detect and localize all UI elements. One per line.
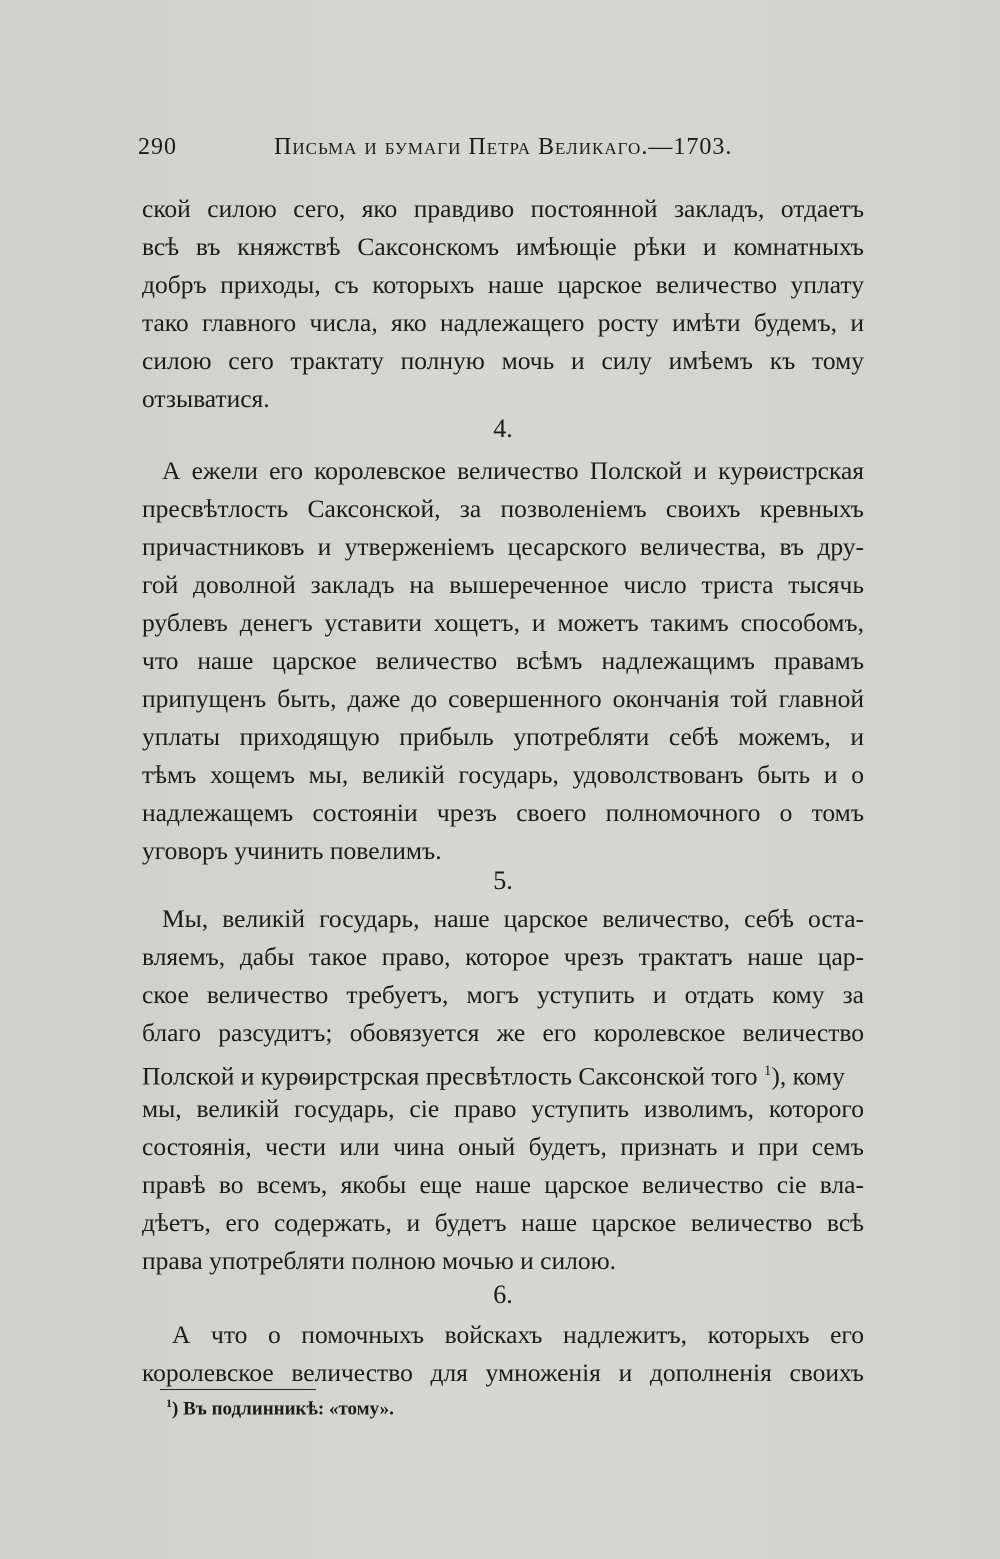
text-line: ское величество требуетъ, могъ уступить и отдать кому за bbox=[142, 980, 864, 1009]
text-line: состоянія, чести или чина оный будетъ, признать и при семъ bbox=[142, 1132, 864, 1161]
text-line: вляемъ, дабы такое право, которое чрезъ трактатъ наше цар- bbox=[142, 942, 864, 971]
text-line: надлежащемъ состояніи чрезъ своего полномочного о томъ bbox=[142, 798, 864, 827]
footnote-ref: 1 bbox=[763, 1063, 772, 1079]
text-line: ской силою сего, яко правдиво постоянной закладъ, отдаетъ bbox=[142, 194, 864, 223]
text-line: дѣетъ, его содержать, и будетъ наше царское величество всѣ bbox=[142, 1208, 864, 1237]
running-header bbox=[138, 130, 862, 170]
text-line: тѣмъ хощемъ мы, великій государь, удоволствованъ быть и о bbox=[142, 760, 864, 789]
text-line: правѣ во всемъ, якобы еще наше царское величество сіе вла- bbox=[142, 1170, 864, 1199]
text-line-part: Полской и курѳирстрская пресвѣтлость Саксонской того bbox=[142, 1061, 758, 1091]
page-number: 290 bbox=[138, 134, 177, 160]
text-line-part: ), кому bbox=[771, 1061, 845, 1091]
text-line: припущенъ быть, даже до совершенного окончанія той главной bbox=[142, 684, 864, 713]
text-line: отзыватися. bbox=[142, 384, 270, 413]
footnote bbox=[166, 1396, 394, 1420]
text-line: А что о помочныхъ войскахъ надлежитъ, которыхъ его bbox=[172, 1320, 864, 1349]
text-line: А ежели его королевское величество Полской и курѳистрская bbox=[162, 456, 864, 485]
text-line: что наше царское величество всѣмъ надлежащимъ правамъ bbox=[142, 646, 864, 675]
text-line: силою сего трактату полную мочь и силу имѣемъ къ тому bbox=[142, 346, 864, 375]
section-number: 5. bbox=[493, 866, 513, 895]
text-line: Мы, великій государь, наше царское величество, себѣ оста- bbox=[162, 904, 864, 933]
text-line: добръ приходы, съ которыхъ наше царское величество уплату bbox=[142, 270, 864, 299]
text-line: уговоръ учинить повелимъ. bbox=[142, 836, 442, 865]
text-line: тако главного числа, яко надлежащего росту имѣти будемъ, и bbox=[142, 308, 864, 337]
text-line: рублевъ денегъ уставити хощетъ, и можетъ такимъ способомъ, bbox=[142, 608, 864, 637]
text-line-with-footnote bbox=[142, 1056, 864, 1092]
footnote-text: ) Въ подлинникѣ: «тому». bbox=[172, 1398, 394, 1420]
footnote-divider bbox=[160, 1389, 316, 1390]
text-line: уплаты приходящую прибыль употребляти себѣ можемъ, и bbox=[142, 722, 864, 751]
running-title: Письма и бумаги Петра Великаго.—1703. bbox=[274, 134, 733, 160]
section-number: 6. bbox=[493, 1280, 513, 1309]
text-line: мы, великій государь, сіе право уступить изволимъ, которого bbox=[142, 1094, 864, 1123]
text-line: права употребляти полною мочью и силою. bbox=[142, 1246, 617, 1275]
text-line: гой доволной закладъ на вышереченное число триста тысячь bbox=[142, 570, 864, 599]
text-line: благо разсудитъ; обовязуется же его королевское величество bbox=[142, 1018, 864, 1047]
text-line: причастниковъ и утверженіемъ цесарского величества, въ дру- bbox=[142, 532, 864, 561]
section-number: 4. bbox=[493, 414, 513, 443]
text-line: королевское величество для умноженія и дополненія своихъ bbox=[142, 1358, 864, 1387]
text-line: пресвѣтлость Саксонской, за позволеніемъ своихъ кревныхъ bbox=[142, 494, 864, 523]
text-line: всѣ въ княжствѣ Саксонскомъ имѣющіе рѣки и комнатныхъ bbox=[142, 232, 864, 261]
footnote-marker: 1 bbox=[166, 1396, 172, 1410]
